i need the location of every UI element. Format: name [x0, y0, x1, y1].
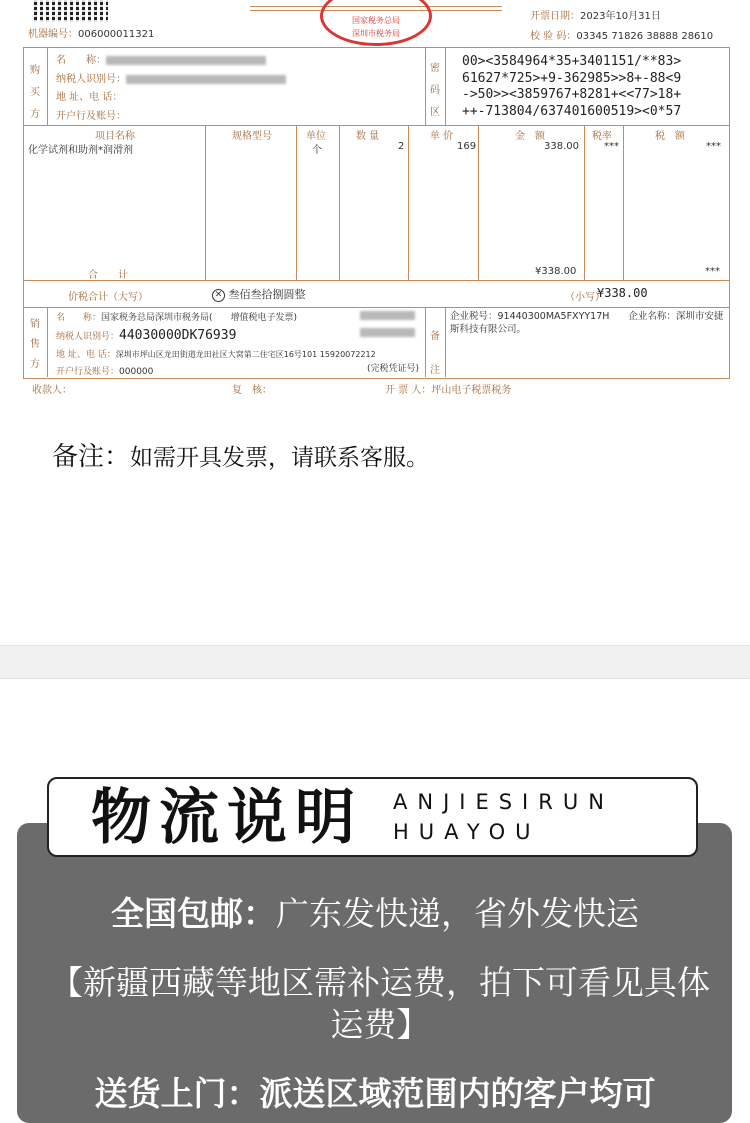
logistics-en-line1: ANJIESIRUN	[393, 790, 614, 814]
total-tax: ***	[705, 266, 720, 277]
sum-small: ¥338.00	[597, 286, 648, 300]
sum-in-words: ✕ 叁佰叁拾捌圆整	[212, 286, 306, 302]
remark-label: 备注：	[52, 442, 131, 472]
machine-number: 机器编号：006000011321	[28, 29, 155, 40]
total-amount: ¥338.00	[535, 266, 577, 277]
tax-seal: 国家税务总局 深圳市税务局	[320, 0, 432, 46]
voucher-note: (完税凭证号)	[367, 364, 420, 374]
shipping-note: 【新疆西藏等地区需补运费，拍下可看见具体运费】	[50, 963, 710, 1044]
section-divider	[0, 645, 750, 679]
cipher-area: 00><3584964*35+3401151/**83> 61627*725>+9-362985>>8+-88<9 ->50>><3859767+8281+<<77>18+ ++-713804/637401600519><0*57	[462, 54, 682, 119]
remark-text: 如需开具发票，请联系客服。	[130, 445, 430, 471]
invoice-remark: 企业税号：91440300MA5FXYY17H 企业名称：深圳市安捷斯科技有限公司。	[450, 311, 724, 335]
logistics-banner	[47, 777, 698, 857]
sum-small-label: （小写）	[565, 292, 605, 303]
cross-circle-icon: ✕	[212, 289, 225, 302]
delivery-info: 送货上门：派送区域范围内的客户均可	[94, 1074, 656, 1113]
logistics-en-line2: HUAYOU	[393, 820, 541, 844]
total-label: 合 计	[88, 270, 128, 281]
remark-side-label: 备 注	[430, 331, 440, 376]
seller-info: 名 称：国家税务总局深圳市税务局( 增值税电子发票) 纳税人识别号：44030000DK76939 地 址、电 话：深圳市坪山区龙田街道龙田社区大窝第二住宅区16号101 15920072212 开户行及账号：000000	[56, 313, 376, 377]
invoice-image: 机器编号：006000011321 国家税务总局 深圳市税务局 开票日期：2023年10月31日 校 验 码：03345 71826 38888 28610 购 买 方 名 称： 纳税人识别号： 地 址、电 话： 开户行及账号： 密 码 区 00><3584964*35+3401151/**83> 61627*725>+9-362985>>8+-88<9 ->50>><3859767+8281+<<77>18+ ++-713804/637401600519><0*57 项目名称 规格型号 单位 数 量 单 价 金 额 税率 税 额 化学试剂和助剂*润滑剂 个 2 169 338.00 *** *** 合 计 ¥338.00 *** 价税合计（大写） ✕ 叁佰叁拾捌圆整 （小写） ¥338.00 销 售 方 名 称：国家税务总局深圳市税务局( 增值税电子发票) 纳税人识别号：44030000DK76939 地 址、电 话：深圳市坪山区龙田街道龙田社区大窝第二住宅区16号101 15920072212 开户行及账号：000000 (完税凭证号) 备 注 企业税号：91440300MA5FXYY17H 企业名称：深圳市安捷斯科技有限公司。 收款人： 复 核： 开 票 人：坪山电子税票税务	[0, 0, 750, 405]
shipping-info: 全国包邮：广东发快递，省外发快运	[111, 894, 639, 933]
buyer-side-label: 购 买 方	[30, 65, 40, 120]
sum-label: 价税合计（大写）	[68, 292, 148, 303]
cipher-side-label: 密 码 区	[430, 63, 440, 118]
invoice-date: 开票日期：2023年10月31日	[530, 11, 661, 22]
logistics-title: 物流说明	[91, 783, 363, 853]
buyer-info: 名 称： 纳税人识别号： 地 址、电 话： 开户行及账号：	[56, 52, 286, 126]
seller-side-label: 销 售 方	[30, 319, 40, 370]
remark-note	[52, 436, 429, 473]
check-code: 校 验 码：03345 71826 38888 28610	[530, 31, 714, 42]
